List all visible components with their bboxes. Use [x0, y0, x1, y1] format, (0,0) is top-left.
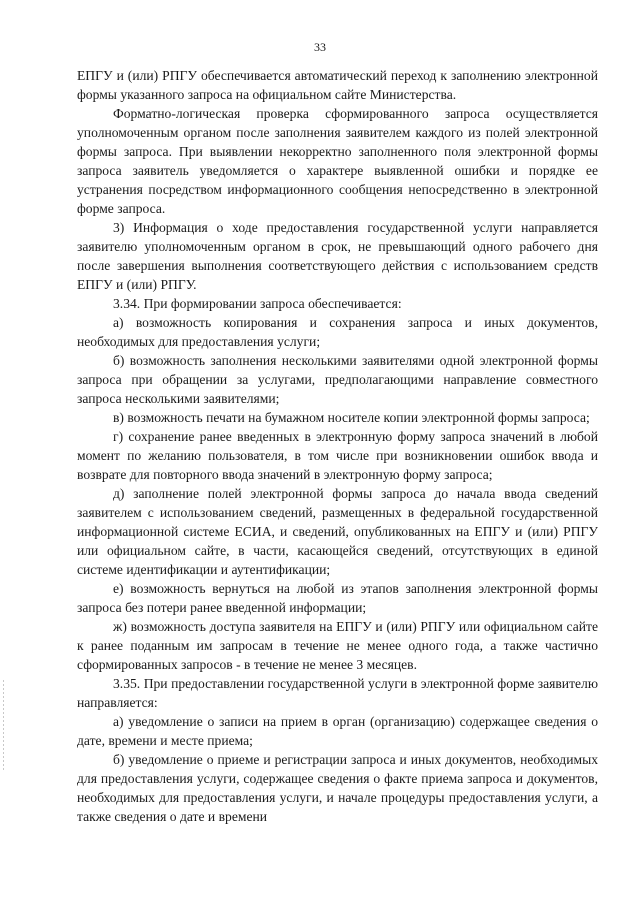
paragraph: е) возможность вернуться на любой из этапов заполнения электронной формы запроса без потери ранее введенной информации;	[77, 581, 598, 615]
paragraph: д) заполнение полей электронной формы запроса до начала ввода сведений заявителем с использованием сведений, размещенных в федеральной государственной информационной системе ЕСИА, и сведений, опубликованных на ЕПГУ и (или) РПГУ или официальном сайте, в части, касающейся сведений, отсутствующих в единой системе идентификации и аутентификации;	[77, 486, 598, 577]
paragraph: б) возможность заполнения несколькими заявителями одной электронной формы запроса при обращении за услугами, предполагающими направление совместного запроса несколькими заявителями;	[77, 353, 598, 406]
paragraph: г) сохранение ранее введенных в электронную форму запроса значений в любой момент по желанию пользователя, в том числе при возникновении ошибок ввода и возврате для повторного ввода значений в электронную форму запроса;	[77, 429, 598, 482]
paragraph: в) возможность печати на бумажном носителе копии электронной формы запроса;	[113, 410, 590, 425]
scan-edge-mark	[3, 680, 4, 770]
paragraph: ЕПГУ и (или) РПГУ обеспечивается автоматический переход к заполнению электронной формы указанного запроса на официальном сайте Министерства.	[77, 68, 598, 102]
paragraph: 3) Информация о ходе предоставления государственной услуги направляется заявителю уполномоченным органом в срок, не превышающий одного рабочего дня после завершения выполнения соответствующего действия с использованием средств ЕПГУ и (или) РПГУ.	[77, 220, 598, 292]
document-body	[77, 66, 598, 826]
paragraph: 3.35. При предоставлении государственной услуги в электронной форме заявителю направляется:	[77, 676, 598, 710]
paragraph: Форматно-логическая проверка сформированного запроса осуществляется уполномоченным органом после заполнения заявителем каждого из полей электронной формы запроса. При выявлении некорректно заполненного поля электронной формы запроса заявитель уведомляется о характере выявленной ошибки и порядке ее устранения посредством информационного сообщения непосредственно в электронной форме запроса.	[77, 106, 598, 216]
paragraph: 3.34. При формировании запроса обеспечивается:	[113, 296, 402, 311]
page-number: 33	[314, 40, 326, 54]
paragraph: б) уведомление о приеме и регистрации запроса и иных документов, необходимых для предоставления услуги, содержащее сведения о факте приема запроса и документов, необходимых для предоставления услуги, и начале процедуры предоставления услуги, а также сведения о дате и времени	[77, 752, 598, 824]
paragraph: ж) возможность доступа заявителя на ЕПГУ и (или) РПГУ или официальном сайте к ранее поданным им запросам в течение не менее одного года, а также частично сформированных запросов - в течение не менее 3 месяцев.	[77, 619, 598, 672]
paragraph: а) возможность копирования и сохранения запроса и иных документов, необходимых для предоставления услуги;	[77, 315, 598, 349]
paragraph: а) уведомление о записи на прием в орган (организацию) содержащее сведения о дате, времени и месте приема;	[77, 714, 598, 748]
